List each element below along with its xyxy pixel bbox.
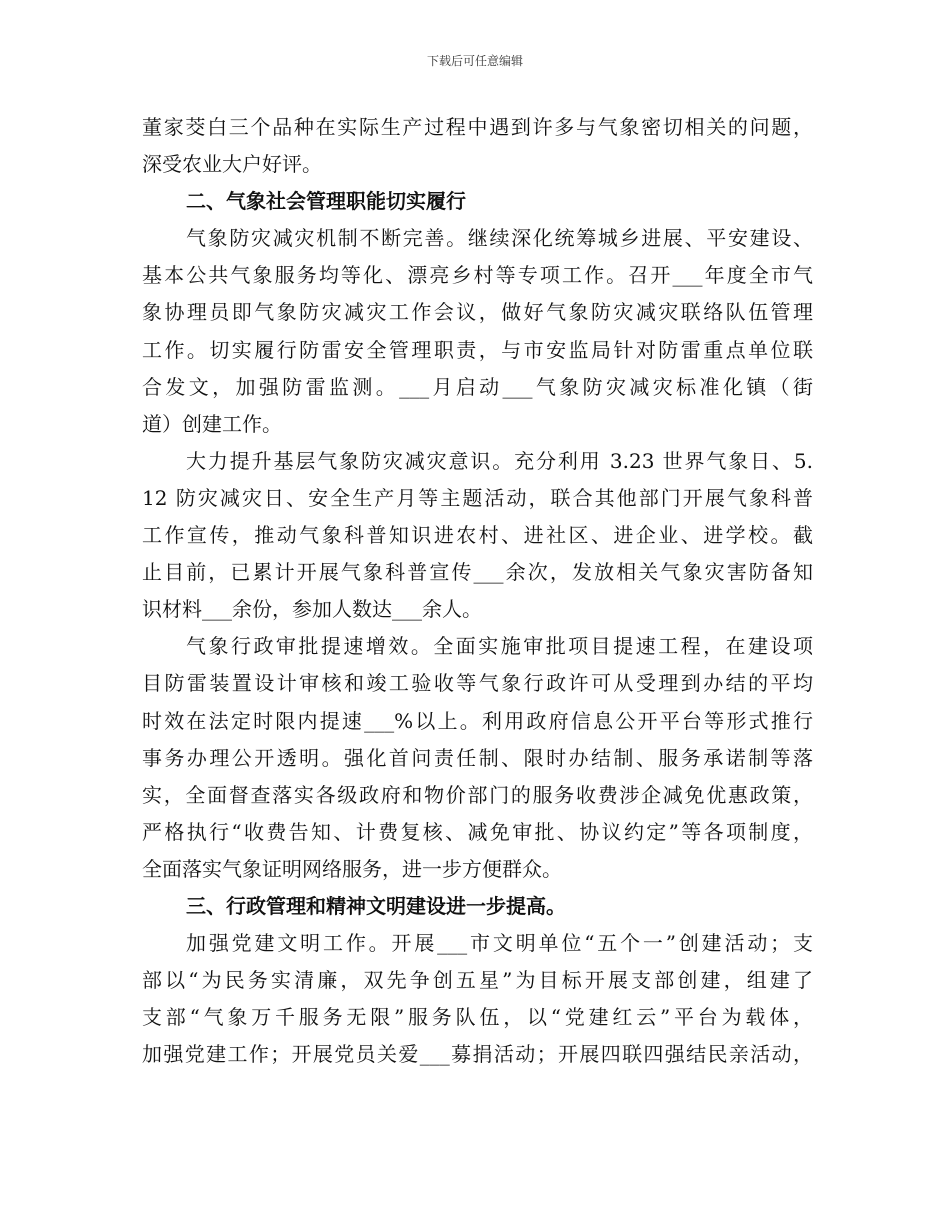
text-line: 象协理员即气象防灾减灾工作会议，做好气象防灾减灾联络队伍管理 [142,300,813,325]
paragraph-first-line: 气象行政审批提速增效。全面实施审批项目提速工程，在建设项 [186,634,813,659]
text-line: 识材料___余份，参加人数达___余人。 [142,597,482,622]
text-line: 基本公共气象服务均等化、漂亮乡村等专项工作。召开___年度全市气 [142,263,813,288]
text-line: 止目前，已累计开展气象科普宣传___余次，发放相关气象灾害防备知 [142,560,813,585]
text-line: 时效在法定时限内提速___%以上。利用政府信息公开平台等形式推行 [142,708,813,733]
section-heading: 二、气象社会管理职能切实履行 [186,189,466,214]
text-line: 道）创建工作。 [142,411,282,436]
paragraph-first-line: 大力提升基层气象防灾减灾意识。充分利用 3.23 世界气象日、5. [186,448,813,473]
document-body [142,109,813,1073]
page-header: 下载后可任意编辑 [426,54,523,68]
text-line: 加强党建工作；开展党员关爱___募捐活动；开展四联四强结民亲活动， [142,1042,813,1067]
paragraph-first-line: 加强党建文明工作。开展___市文明单位“五个一”创建活动；支 [186,931,813,956]
text-line: 深受农业大户好评。 [142,152,322,177]
section-heading: 三、行政管理和精神文明建设进一步提高。 [186,893,566,918]
text-line: 合发文，加强防雷监测。___月启动___气象防灾减灾标准化镇（街 [142,374,813,399]
text-line: 事务办理公开透明。强化首问责任制、限时办结制、服务承诺制等落 [142,745,813,770]
text-line: 全面落实气象证明网络服务，进一步方便群众。 [142,856,562,881]
text-line: 部以“为民务实清廉，双先争创五星”为目标开展支部创建，组建了 [142,968,813,993]
text-line: 支部“气象万千服务无限”服务队伍，以“党建红云”平台为载体， [142,1005,813,1030]
text-line: 12 防灾减灾日、安全生产月等主题活动，联合其他部门开展气象科普 [142,485,813,510]
text-line: 目防雷装置设计审核和竣工验收等气象行政许可从受理到办结的平均 [142,671,813,696]
paragraph-first-line: 气象防灾减灾机制不断完善。继续深化统筹城乡进展、平安建设、 [186,226,813,251]
text-line: 实，全面督查落实各级政府和物价部门的服务收费涉企减免优惠政策， [142,782,813,807]
text-line: 工作宣传，推动气象科普知识进农村、进社区、进企业、进学校。截 [142,523,813,548]
text-line: 董家茭白三个品种在实际生产过程中遇到许多与气象密切相关的问题， [142,115,813,139]
text-line: 严格执行“收费告知、计费复核、减免审批、协议约定”等各项制度， [142,819,813,844]
text-line: 工作。切实履行防雷安全管理职责，与市安监局针对防雷重点单位联 [142,337,813,362]
